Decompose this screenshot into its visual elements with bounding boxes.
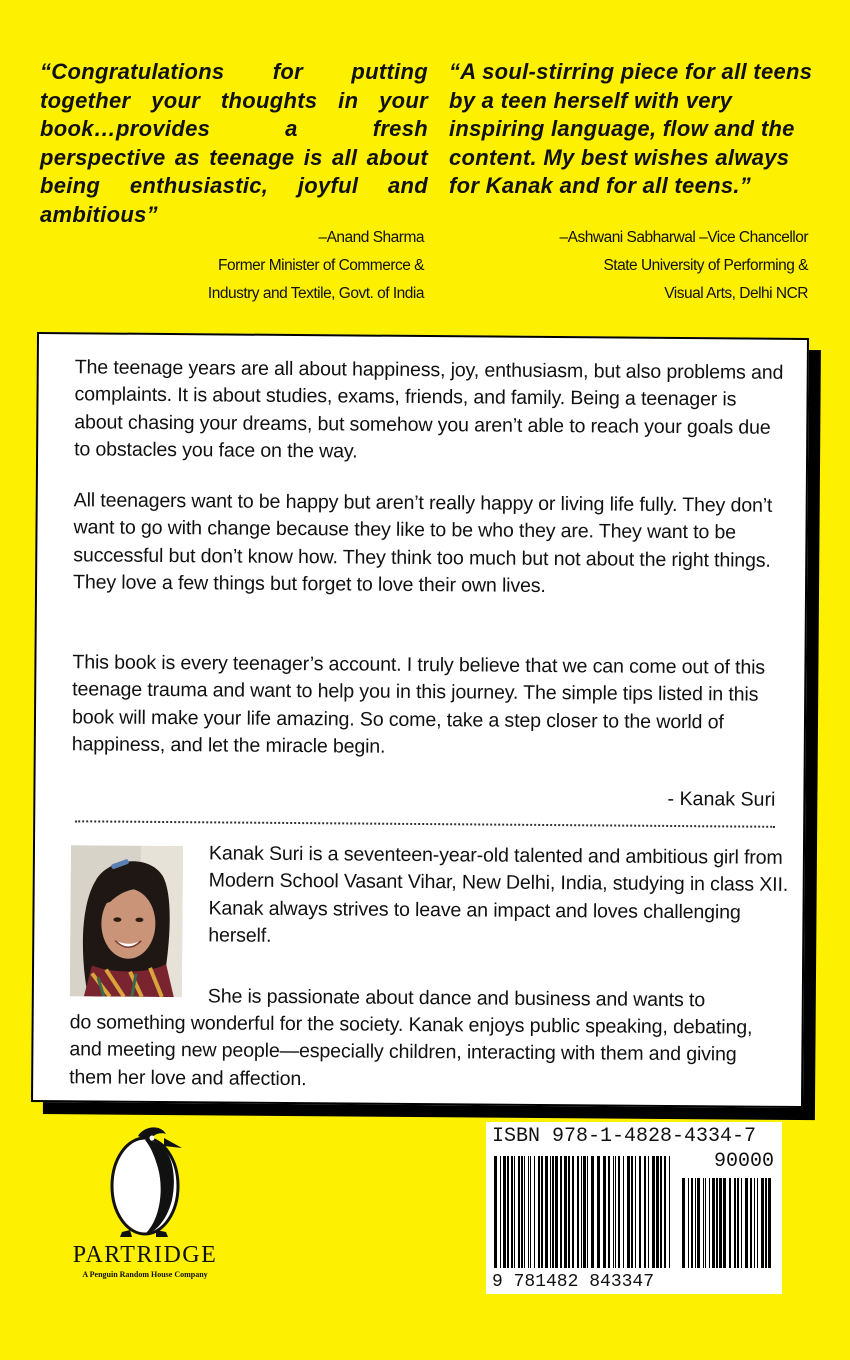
barcode-bar <box>691 1178 693 1268</box>
author-bio-second: She is passionate about dance and business and wants to <box>207 985 706 1012</box>
barcode-bar <box>560 1156 562 1268</box>
barcode-bar <box>737 1178 739 1268</box>
barcode-bar <box>521 1156 523 1268</box>
attribution-title: Industry and Textile, Govt. of India <box>207 285 424 302</box>
barcode-bar <box>603 1156 606 1268</box>
author-bio-intro: Kanak Suri is a seventeen-year-old talented and ambitious girl from Modern School Vasant Vihar, New Delhi, India, studying in class XII. Kanak always strives to leave an impact and loves challenging herself. <box>208 842 789 947</box>
barcode-bar <box>613 1156 614 1268</box>
barcode-bar <box>750 1178 752 1268</box>
testimonial-attribution-left <box>64 224 424 308</box>
barcode-bar <box>494 1156 497 1268</box>
blurb-panel <box>31 332 809 1108</box>
barcode-bar <box>664 1156 666 1268</box>
isbn-barcode <box>486 1122 782 1294</box>
barcode-bar <box>741 1178 742 1268</box>
barcode-bar <box>765 1178 767 1268</box>
barcode-bar <box>719 1178 722 1268</box>
barcode-bar <box>734 1178 736 1268</box>
barcode-bar <box>507 1156 509 1268</box>
barcode-bar <box>639 1156 641 1268</box>
barcode-bar <box>669 1156 670 1268</box>
testimonial-quote-left: “Congratulations for putting together your thoughts in your book…provides a fresh perspective as teenage is all about being enthusiastic, joyful and ambitious” <box>40 59 428 227</box>
attribution-name: –Anand Sharma <box>318 229 424 246</box>
barcode-bar <box>530 1156 531 1268</box>
barcode-bars-main <box>494 1156 674 1268</box>
barcode-bar <box>631 1156 633 1268</box>
barcode-bar <box>503 1156 506 1268</box>
barcode-bar <box>656 1156 659 1268</box>
barcode-bar <box>552 1156 554 1268</box>
testimonial-quote-right: “A soul-stirring piece for all teens by a teen herself with very inspiring language, flow and the content. My best wishes always for Kanak and for all teens.” <box>449 59 813 198</box>
barcode-bar <box>723 1178 726 1268</box>
blurb-paragraph: This book is every teenager’s account. I truly believe that we can come out of this teenage trauma and want to help you in this journey. The simple tips listed in this book will make your life amazing. So come, take a step closer to the world of happiness, and let the miracle begin. <box>71 651 766 758</box>
barcode-bars-price <box>682 1178 774 1268</box>
barcode-bar <box>581 1156 582 1268</box>
barcode-bar <box>754 1178 755 1268</box>
publisher-name: PARTRIDGE <box>72 1242 218 1268</box>
barcode-bar <box>703 1178 704 1268</box>
barcode-bar <box>608 1156 610 1268</box>
penguin-icon <box>100 1120 190 1240</box>
barcode-bar <box>648 1156 649 1268</box>
attribution-title: Former Minister of Commerce & <box>218 257 424 274</box>
barcode-bar <box>541 1156 543 1268</box>
barcode-bar <box>500 1156 501 1268</box>
author-portrait-icon <box>70 845 183 997</box>
barcode-bar <box>623 1156 624 1268</box>
barcode-bar <box>597 1156 600 1268</box>
barcode-bar <box>538 1156 540 1268</box>
author-bio-second-continued: do something wonderful for the society. Kanak enjoys public speaking, debating, and meeting new people—especially children, interacting with them and giving them her love and affection. <box>69 1011 753 1090</box>
barcode-bar <box>511 1156 513 1268</box>
blurb-paragraph: All teenagers want to be happy but aren’t really happy or living life fully. They don’t want to go with change because they like to be who they are. They want to be successful but don’t know how. They think too much but not about the right things. They love a few things but forget to love their own lives. <box>72 489 773 597</box>
barcode-bar <box>524 1156 525 1268</box>
barcode-bar <box>550 1156 551 1268</box>
barcode-bar <box>572 1156 574 1268</box>
attribution-name: –Ashwani Sabharwal –Vice Chancellor <box>559 229 808 246</box>
barcode-bar <box>587 1156 588 1268</box>
blurb-signature: - Kanak Suri <box>667 787 776 811</box>
blurb-paragraph: The teenage years are all about happiness, joy, enthusiasm, but also problems and complaints. It is about studies, exams, friends, and family. Being a teenager is about chasing your dreams, but somehow you aren’t able to reach your goals due to obstacles you face on the way. <box>74 356 784 463</box>
barcode-bar <box>615 1156 616 1268</box>
barcode-bar <box>712 1178 715 1268</box>
barcode-bar <box>716 1178 718 1268</box>
barcode-bar <box>768 1178 771 1268</box>
barcode-bar <box>591 1156 594 1268</box>
barcode-bar <box>705 1178 706 1268</box>
attribution-title: State University of Performing & <box>603 257 808 274</box>
barcode-bar <box>709 1178 710 1268</box>
barcode-bar <box>644 1156 646 1268</box>
barcode-bar <box>618 1156 620 1268</box>
barcode-bar <box>745 1178 748 1268</box>
barcode-bar <box>652 1156 655 1268</box>
barcode-bar <box>729 1178 731 1268</box>
barcode-bar <box>518 1156 520 1268</box>
barcode-bar <box>761 1178 764 1268</box>
barcode-bar <box>697 1178 700 1268</box>
barcode-digits: 9 781482 843347 <box>492 1272 655 1292</box>
publisher-logo <box>60 1120 230 1300</box>
barcode-bar <box>514 1156 515 1268</box>
barcode-bar <box>682 1178 685 1268</box>
barcode-bar <box>577 1156 579 1268</box>
testimonial-attribution-right <box>428 224 808 308</box>
barcode-bar <box>583 1156 586 1268</box>
barcode-bar <box>564 1156 567 1268</box>
barcode-bar <box>545 1156 548 1268</box>
price-code: 90000 <box>713 1150 774 1173</box>
barcode-bar <box>627 1156 630 1268</box>
barcode-bar <box>528 1156 529 1268</box>
publisher-tagline: A Penguin Random House Company <box>82 1270 208 1279</box>
barcode-bar <box>555 1156 558 1268</box>
barcode-bar <box>757 1178 758 1268</box>
dotted-divider <box>75 820 775 827</box>
barcode-bar <box>695 1178 696 1268</box>
barcode-bar <box>635 1156 636 1268</box>
author-photo <box>70 845 183 997</box>
barcode-bar <box>568 1156 570 1268</box>
barcode-bar <box>688 1178 689 1268</box>
barcode-bar <box>534 1156 535 1268</box>
attribution-title: Visual Arts, Delhi NCR <box>664 285 808 302</box>
isbn-label: ISBN 978-1-4828-4334-7 <box>492 1125 757 1148</box>
barcode-bar <box>660 1156 662 1268</box>
